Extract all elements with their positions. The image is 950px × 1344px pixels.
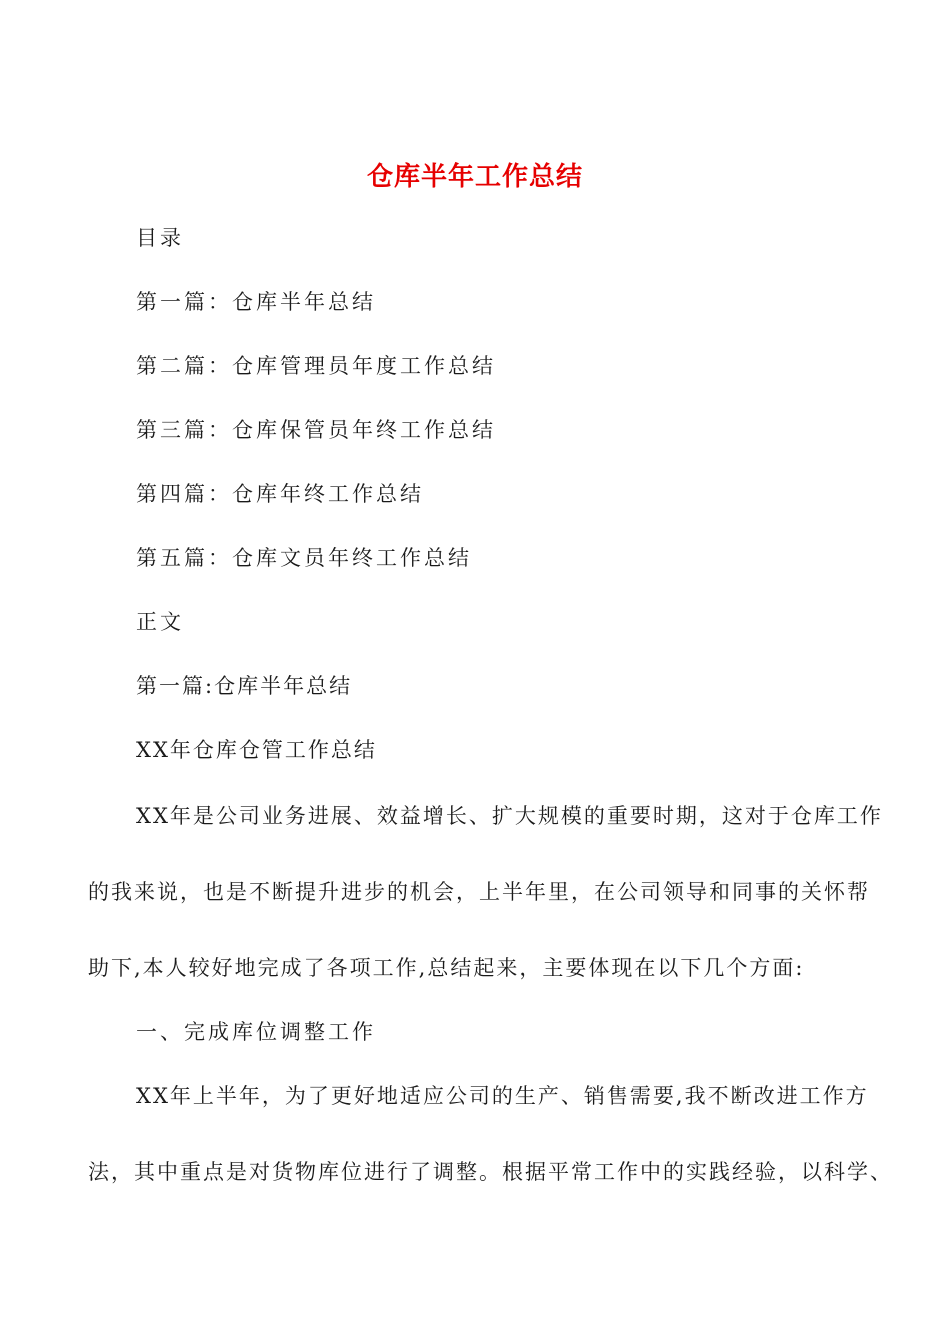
paragraph-line: 法，其中重点是对货物库位进行了调整。根据平常工作中的实践经验，以科学、 <box>88 1160 893 1184</box>
paragraph-line: 的我来说，也是不断提升进步的机会，上半年里，在公司领导和同事的关怀帮 <box>88 880 870 904</box>
paragraph-line: 助下,本人较好地完成了各项工作,总结起来，主要体现在以下几个方面: <box>88 956 805 980</box>
chapter-heading: 第一篇:仓库半年总结 <box>136 674 353 698</box>
paragraph-line: XX年上半年，为了更好地适应公司的生产、销售需要,我不断改进工作方 <box>136 1084 869 1108</box>
document-title: 仓库半年工作总结 <box>366 162 583 192</box>
sub-title: XX年仓库仓管工作总结 <box>136 738 377 762</box>
toc-item-3: 第三篇：仓库保管员年终工作总结 <box>136 418 496 442</box>
toc-item-4: 第四篇：仓库年终工作总结 <box>136 482 424 506</box>
toc-item-2: 第二篇：仓库管理员年度工作总结 <box>136 354 496 378</box>
body-heading: 正文 <box>136 610 184 634</box>
toc-item-1: 第一篇：仓库半年总结 <box>136 290 376 314</box>
toc-heading: 目录 <box>136 226 184 250</box>
toc-item-5: 第五篇：仓库文员年终工作总结 <box>136 546 472 570</box>
paragraph-line: XX年是公司业务进展、效益增长、扩大规模的重要时期，这对于仓库工作 <box>136 804 883 828</box>
section-1-heading: 一、完成库位调整工作 <box>136 1020 376 1044</box>
